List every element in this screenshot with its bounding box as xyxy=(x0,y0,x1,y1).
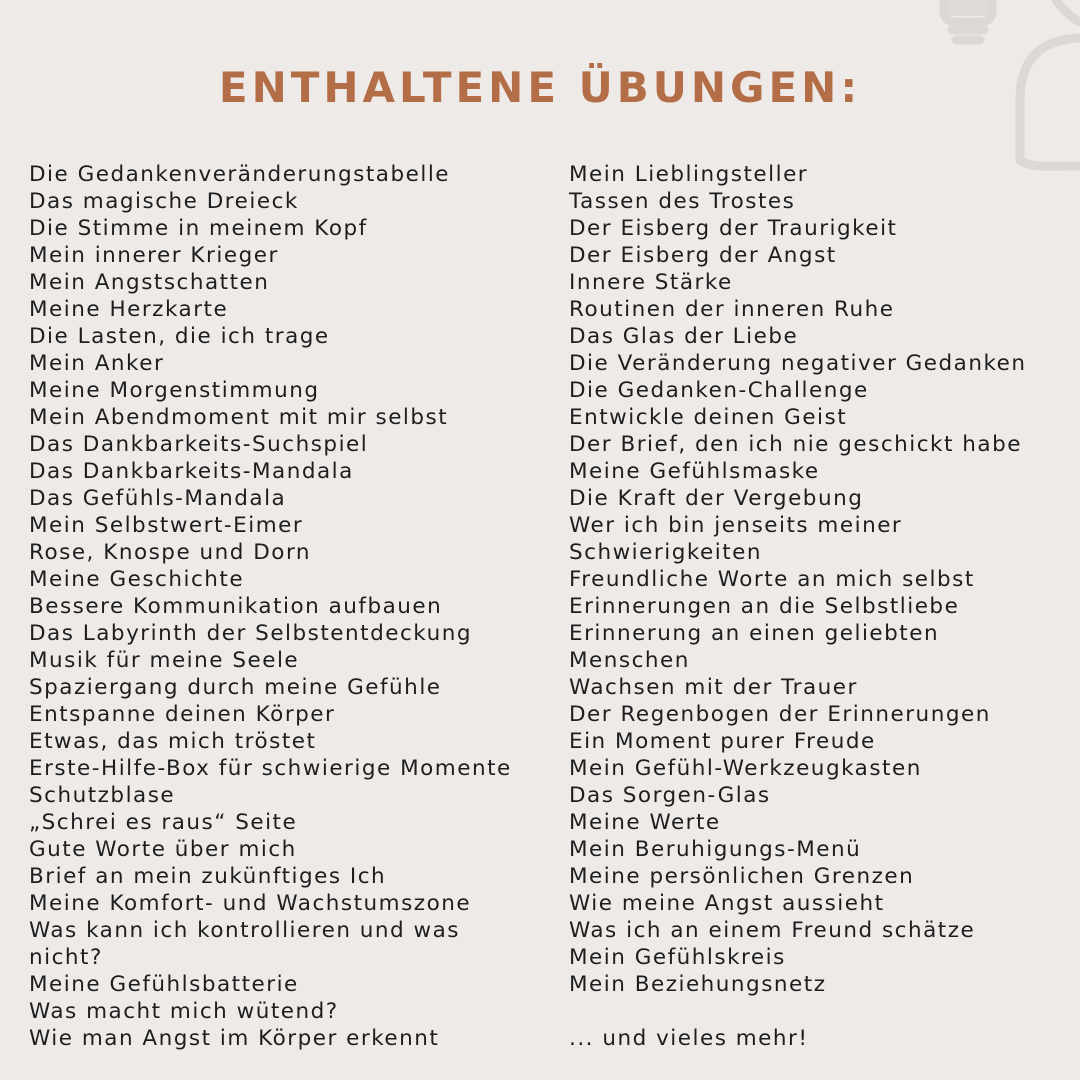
list-item: Der Brief, den ich nie geschickt habe xyxy=(569,432,1022,457)
list-item: Mein Beruhigungs-Menü xyxy=(569,837,862,862)
exercise-list-left xyxy=(29,161,564,1052)
list-item: Bessere Kommunikation aufbauen xyxy=(29,594,443,619)
list-item: Der Eisberg der Traurigkeit xyxy=(569,216,898,241)
list-item: „Schrei es raus“ Seite xyxy=(29,810,298,835)
list-item: Was macht mich wütend? xyxy=(29,999,339,1024)
list-item: Die Lasten, die ich trage xyxy=(29,324,330,349)
list-item: Routinen der inneren Ruhe xyxy=(569,297,895,322)
list-item: Mein Abendmoment mit mir selbst xyxy=(29,405,449,430)
list-item: Das Dankbarkeits-Mandala xyxy=(29,459,354,484)
list-item: Der Regenbogen der Erinnerungen xyxy=(569,702,991,727)
list-item: Die Kraft der Vergebung xyxy=(569,486,864,511)
list-item: Entspanne deinen Körper xyxy=(29,702,336,727)
list-item: Das Gefühls-Mandala xyxy=(29,486,287,511)
list-item: Wer ich bin jenseits meiner xyxy=(569,513,903,538)
list-item: Das Sorgen-Glas xyxy=(569,783,771,808)
list-item: Wie meine Angst aussieht xyxy=(569,891,885,916)
list-item: Mein innerer Krieger xyxy=(29,243,279,268)
list-item: Freundliche Worte an mich selbst xyxy=(569,567,975,592)
list-item: Das magische Dreieck xyxy=(29,189,299,214)
list-item: Meine Werte xyxy=(569,810,721,835)
list-item: Die Gedankenveränderungstabelle xyxy=(29,162,451,187)
list-item: Die Gedanken-Challenge xyxy=(569,378,869,403)
list-item: Spaziergang durch meine Gefühle xyxy=(29,675,442,700)
list-item: Wie man Angst im Körper erkennt xyxy=(29,1026,440,1051)
list-item: Mein Lieblingsteller xyxy=(569,162,809,187)
list-item: Die Stimme in meinem Kopf xyxy=(29,216,368,241)
list-item: Meine Morgenstimmung xyxy=(29,378,320,403)
list-item: Wachsen mit der Trauer xyxy=(569,675,858,700)
list-item: Meine Gefühlsmaske xyxy=(569,459,820,484)
list-item: Mein Selbstwert-Eimer xyxy=(29,513,304,538)
list-item: Brief an mein zukünftiges Ich xyxy=(29,864,387,889)
list-item: Erinnerungen an die Selbstliebe xyxy=(569,594,960,619)
more-note: ... und vieles mehr! xyxy=(569,1026,809,1051)
list-item: Meine Gefühlsbatterie xyxy=(29,972,299,997)
exercise-list-right xyxy=(569,161,1074,998)
list-item: Meine persönlichen Grenzen xyxy=(569,864,915,889)
list-item: Schutzblase xyxy=(29,783,176,808)
list-item: Ein Moment purer Freude xyxy=(569,729,876,754)
list-item: Innere Stärke xyxy=(569,270,733,295)
list-item: Gute Worte über mich xyxy=(29,837,297,862)
list-item: nicht? xyxy=(29,945,103,970)
list-item: Mein Gefühl-Werkzeugkasten xyxy=(569,756,922,781)
list-item: Meine Komfort- und Wachstumszone xyxy=(29,891,472,916)
list-item: Tassen des Trostes xyxy=(569,189,796,214)
list-item: Erste-Hilfe-Box für schwierige Momente xyxy=(29,756,512,781)
list-item: Entwickle deinen Geist xyxy=(569,405,848,430)
list-item: Was kann ich kontrollieren und was xyxy=(29,918,460,943)
list-item: Meine Geschichte xyxy=(29,567,245,592)
list-item: Rose, Knospe und Dorn xyxy=(29,540,312,565)
list-item: Musik für meine Seele xyxy=(29,648,300,673)
list-item: Mein Beziehungsnetz xyxy=(569,972,827,997)
list-item: Etwas, das mich tröstet xyxy=(29,729,317,754)
list-item: Menschen xyxy=(569,648,690,673)
list-item: Mein Angstschatten xyxy=(29,270,270,295)
list-item: Das Labyrinth der Selbstentdeckung xyxy=(29,621,472,646)
list-item: Schwierigkeiten xyxy=(569,540,763,565)
list-item: Was ich an einem Freund schätze xyxy=(569,918,976,943)
list-item: Erinnerung an einen geliebten xyxy=(569,621,940,646)
list-item: Meine Herzkarte xyxy=(29,297,229,322)
list-item: Der Eisberg der Angst xyxy=(569,243,837,268)
list-item: Mein Gefühlskreis xyxy=(569,945,786,970)
list-item: Die Veränderung negativer Gedanken xyxy=(569,351,1027,376)
page-title: ENTHALTENE ÜBUNGEN: xyxy=(218,63,862,112)
list-item: Das Glas der Liebe xyxy=(569,324,799,349)
list-item: Mein Anker xyxy=(29,351,165,376)
list-item: Das Dankbarkeits-Suchspiel xyxy=(29,432,369,457)
